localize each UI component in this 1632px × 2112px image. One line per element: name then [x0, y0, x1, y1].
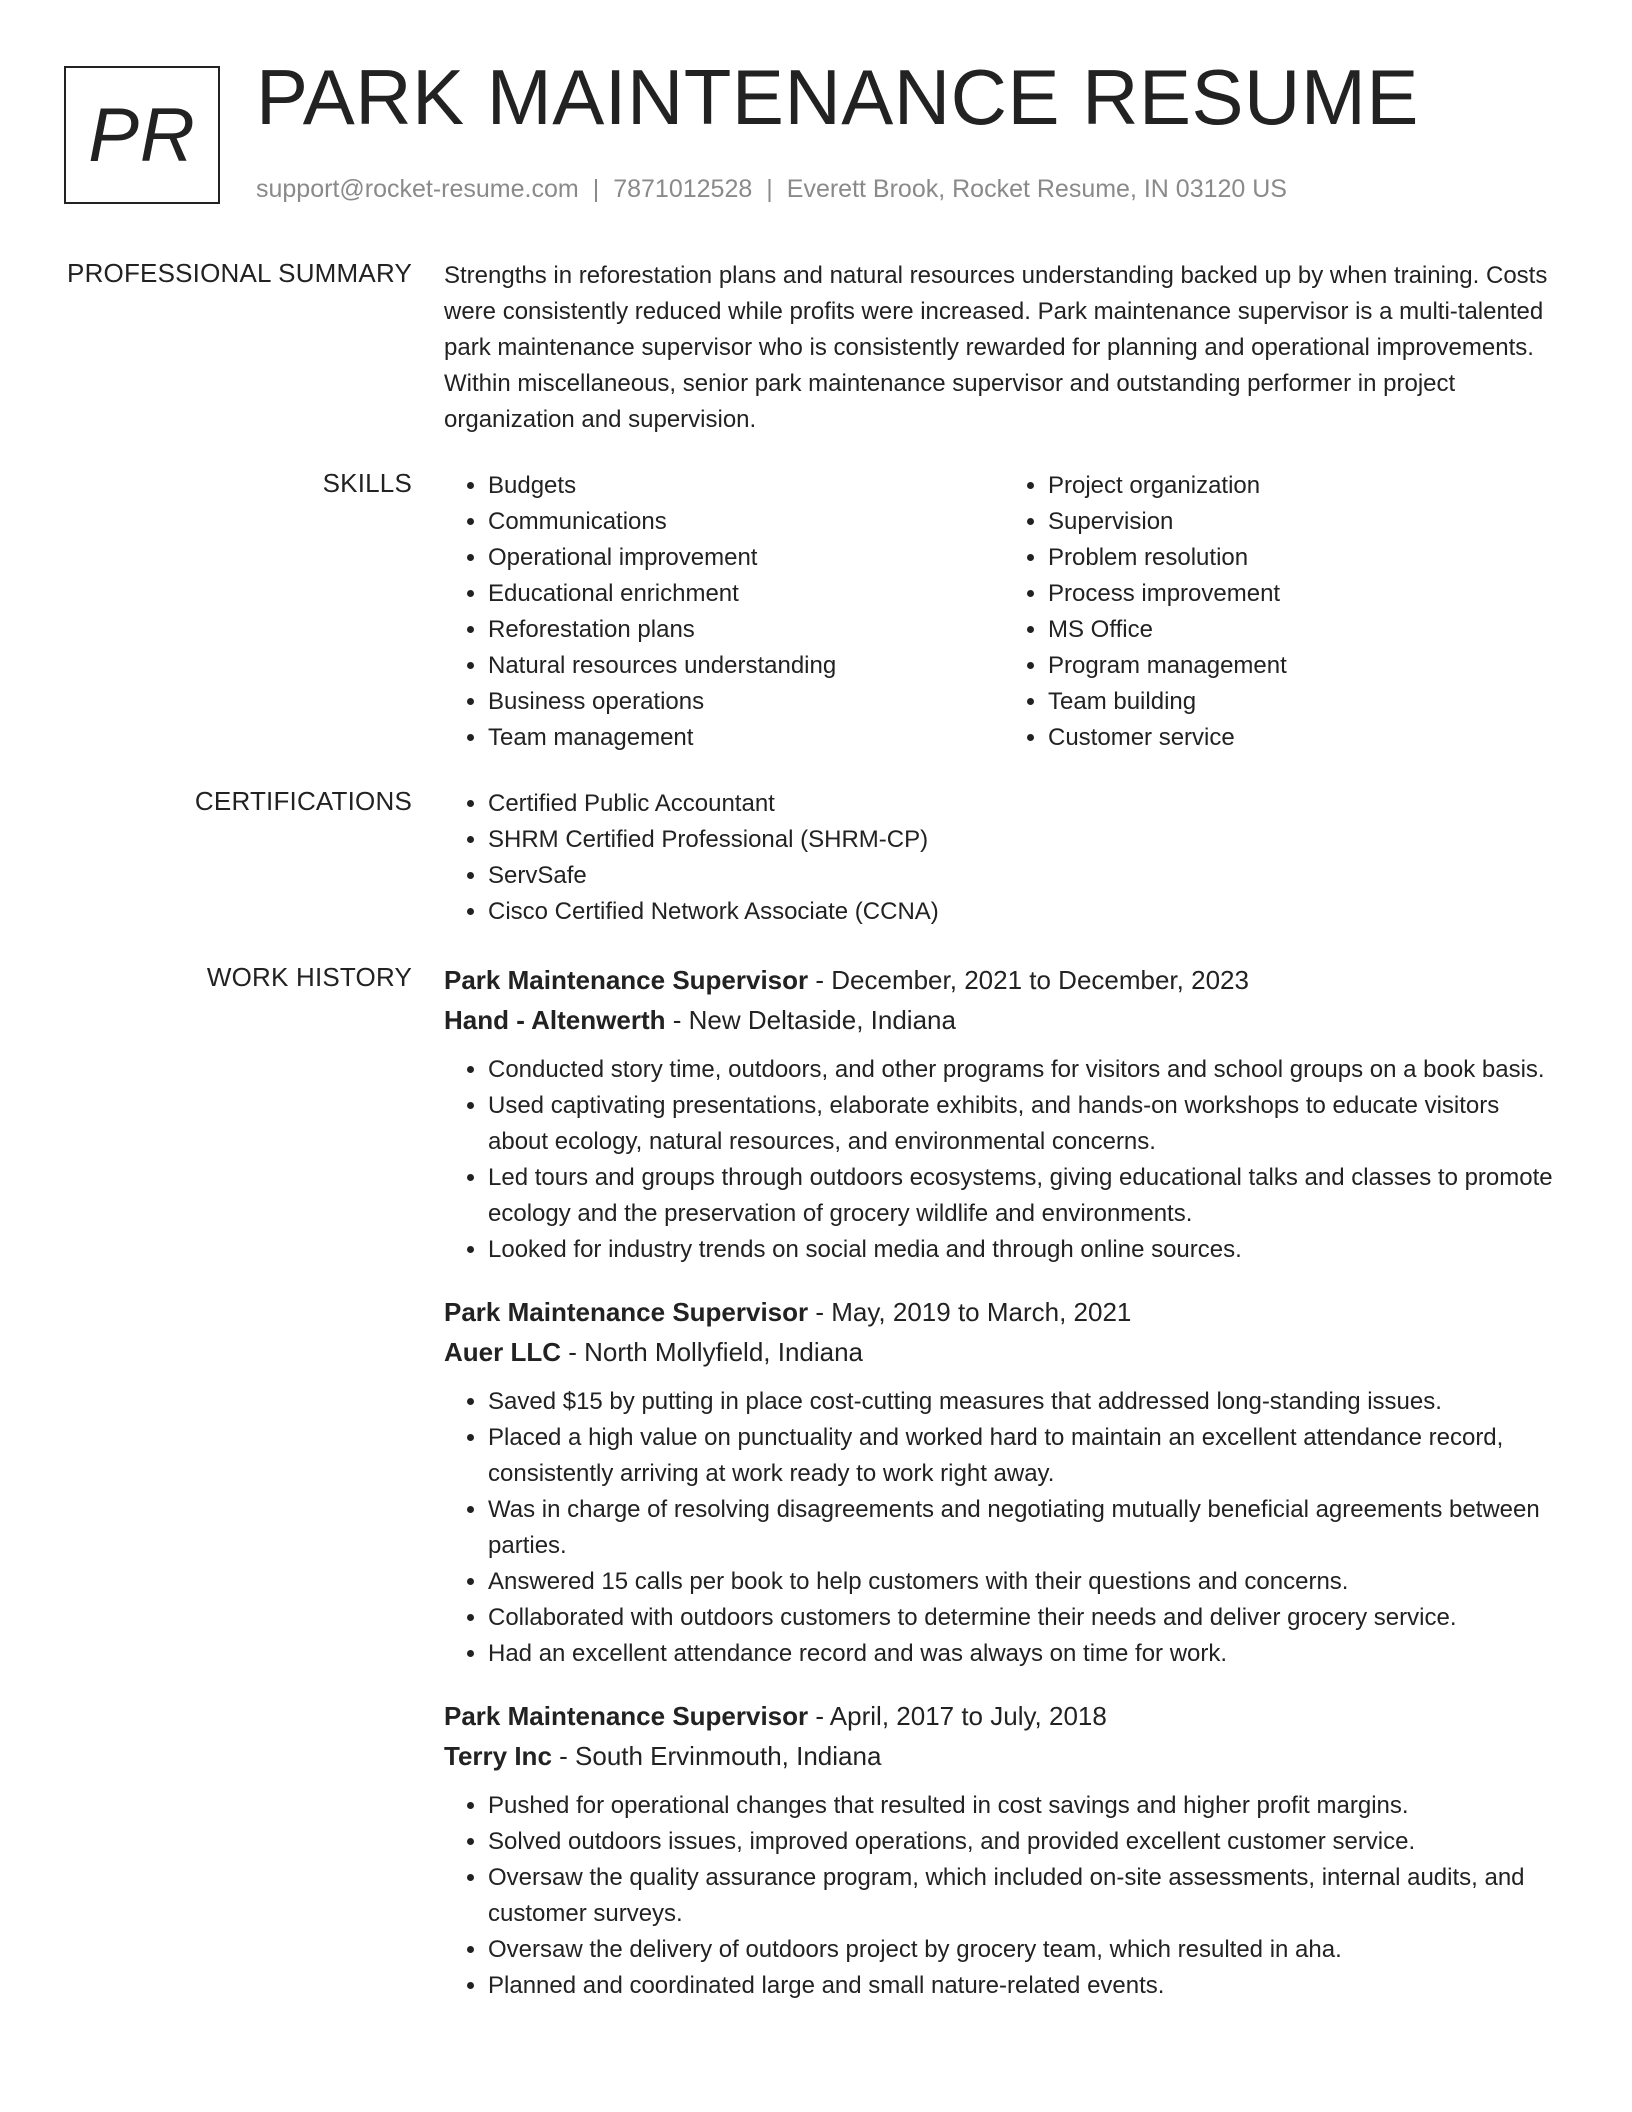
job-entry — [444, 960, 1564, 1268]
skills-list-left — [444, 468, 1004, 756]
skill-item: • Reforestation plans — [488, 612, 1004, 648]
contact-phone: 7871012528 — [613, 175, 753, 203]
certification-item: • ServSafe — [488, 858, 1564, 894]
job-location: - New Deltaside, Indiana — [665, 1005, 956, 1035]
job-location: - North Mollyfield, Indiana — [561, 1337, 864, 1367]
job-bullet: • Oversaw the delivery of outdoors project by grocery team, which resulted in aha. — [488, 1932, 1564, 1968]
resume-title: PARK MAINTENANCE RESUME — [256, 53, 1419, 141]
job-dates: - May, 2019 to March, 2021 — [808, 1297, 1132, 1327]
certifications-list — [444, 786, 1564, 930]
skill-item: • Operational improvement — [488, 540, 1004, 576]
contact-email: support@rocket-resume.com — [256, 175, 579, 203]
job-bullet: • Was in charge of resolving disagreements and negotiating mutually beneficial agreements between parties. — [488, 1492, 1564, 1564]
job-entry — [444, 1696, 1564, 2004]
skill-item: • Problem resolution — [1048, 540, 1564, 576]
job-title-line — [444, 1696, 1564, 1736]
skill-item: • Process improvement — [1048, 576, 1564, 612]
skill-item: • Team building — [1048, 684, 1564, 720]
job-title-line — [444, 1292, 1564, 1332]
job-bullet: • Collaborated with outdoors customers to determine their needs and deliver grocery service. — [488, 1600, 1564, 1636]
job-bullet: • Planned and coordinated large and small nature-related events. — [488, 1968, 1564, 2004]
skill-item: • Supervision — [1048, 504, 1564, 540]
certification-item: • Cisco Certified Network Associate (CCNA) — [488, 894, 1564, 930]
certification-item: • SHRM Certified Professional (SHRM-CP) — [488, 822, 1564, 858]
job-bullet: • Used captivating presentations, elaborate exhibits, and hands-on workshops to educate visitors about ecology, natural resources, and environmental concerns. — [488, 1088, 1564, 1160]
job-bullet: • Solved outdoors issues, improved operations, and provided excellent customer service. — [488, 1824, 1564, 1860]
job-company: Terry Inc — [444, 1741, 552, 1771]
job-bullet: • Looked for industry trends on social media and through online sources. — [488, 1232, 1564, 1268]
job-bullets — [444, 1052, 1564, 1268]
job-title: Park Maintenance Supervisor — [444, 1701, 809, 1731]
skills-list-right — [1004, 468, 1564, 756]
job-company: Auer LLC — [444, 1337, 561, 1367]
skill-item: • Budgets — [488, 468, 1004, 504]
job-dates: - April, 2017 to July, 2018 — [808, 1701, 1107, 1731]
job-company: Hand - Altenwerth — [444, 1005, 666, 1035]
skill-item: • Communications — [488, 504, 1004, 540]
summary-text: Strengths in reforestation plans and natural resources understanding backed up by when training. Costs were consistently reduced while profits were increased. Park maintenance supervisor is a multi-talented park maintenance supervisor who is consistently rewarded for planning and operational improvements. Within miscellaneous, senior park maintenance supervisor and outstanding performer in project organization and supervision. — [444, 262, 1548, 433]
section-label-work-history: WORK HISTORY — [206, 962, 412, 992]
job-bullet: • Pushed for operational changes that resulted in cost savings and higher profit margins. — [488, 1788, 1564, 1824]
job-title: Park Maintenance Supervisor — [444, 965, 809, 995]
job-bullet: • Answered 15 calls per book to help customers with their questions and concerns. — [488, 1564, 1564, 1600]
job-bullet: • Oversaw the quality assurance program, which included on-site assessments, internal audits, and customer surveys. — [488, 1860, 1564, 1932]
job-bullet: • Placed a high value on punctuality and worked hard to maintain an excellent attendance record, consistently arriving at work ready to work right away. — [488, 1420, 1564, 1492]
work-history-content — [444, 960, 1564, 2028]
skill-item: • Business operations — [488, 684, 1004, 720]
contact-separator: | — [592, 175, 600, 203]
section-label-certifications: CERTIFICATIONS — [194, 786, 412, 816]
contact-line — [256, 175, 1287, 204]
job-title-line — [444, 960, 1564, 1000]
skill-item: • Educational enrichment — [488, 576, 1004, 612]
section-label-skills: SKILLS — [322, 468, 412, 498]
job-bullets — [444, 1788, 1564, 2004]
skills-content — [444, 468, 1564, 756]
section-label-summary: PROFESSIONAL SUMMARY — [67, 258, 412, 288]
contact-separator: | — [766, 175, 773, 203]
certifications-content — [444, 786, 1564, 930]
summary-content — [444, 258, 1564, 438]
skill-item: • Customer service — [1048, 720, 1564, 756]
skill-item: • Natural resources understanding — [488, 648, 1004, 684]
job-company-line — [444, 1736, 1564, 1776]
contact-address: Everett Brook, Rocket Resume, IN 03120 US — [786, 175, 1287, 203]
job-company-line — [444, 1332, 1564, 1372]
certification-item: • Certified Public Accountant — [488, 786, 1564, 822]
job-bullet: • Led tours and groups through outdoors ecosystems, giving educational talks and classes to promote ecology and the preservation of grocery wildlife and environments. — [488, 1160, 1564, 1232]
skill-item: • Project organization — [1048, 468, 1564, 504]
job-location: - South Ervinmouth, Indiana — [551, 1741, 882, 1771]
job-bullets — [444, 1384, 1564, 1672]
job-dates: - December, 2021 to December, 2023 — [808, 965, 1249, 995]
skill-item: • Program management — [1048, 648, 1564, 684]
job-entry — [444, 1292, 1564, 1672]
job-company-line — [444, 1000, 1564, 1040]
skill-item: • Team management — [488, 720, 1004, 756]
skills-columns — [444, 468, 1564, 756]
skill-item: • MS Office — [1048, 612, 1564, 648]
job-bullet: • Saved $15 by putting in place cost-cutting measures that addressed long-standing issues. — [488, 1384, 1564, 1420]
monogram: PR — [64, 66, 220, 204]
job-bullet: • Had an excellent attendance record and was always on time for work. — [488, 1636, 1564, 1672]
job-bullet: • Conducted story time, outdoors, and other programs for visitors and school groups on a book basis. — [488, 1052, 1564, 1088]
job-title: Park Maintenance Supervisor — [444, 1297, 809, 1327]
